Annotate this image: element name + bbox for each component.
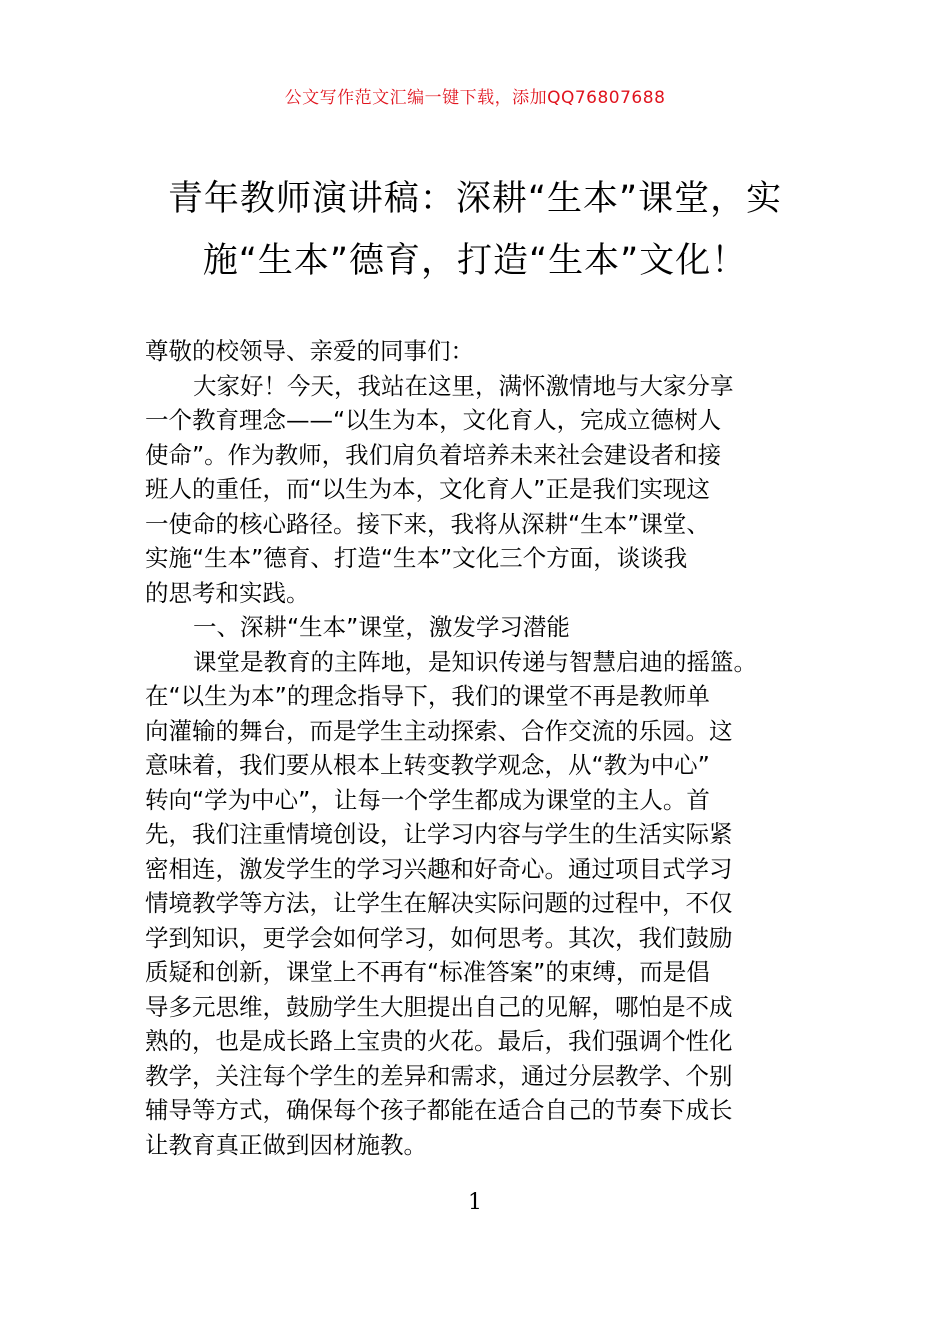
paragraph-line: 在“以生为本”的理念指导下，我们的课堂不再是教师单 bbox=[145, 682, 710, 710]
paragraph-line: 课堂是教育的主阵地，是知识传递与智慧启迪的摇篮。 bbox=[193, 647, 757, 676]
paragraph-line: 让教育真正做到因材施教。 bbox=[145, 1130, 427, 1159]
paragraph-line: 质疑和创新，课堂上不再有“标准答案”的束缚，而是倡 bbox=[145, 958, 710, 986]
paragraph-line: 辅导等方式，确保每个孩子都能在适合自己的节奏下成长 bbox=[145, 1096, 733, 1124]
paragraph-line: 教学，关注每个学生的差异和需求，通过分层教学、个别 bbox=[145, 1061, 733, 1090]
title-line-1: 青年教师演讲稿：深耕“生本”课堂，实 bbox=[167, 179, 783, 219]
paragraph-line: 熟的，也是成长路上宝贵的火花。最后，我们强调个性化 bbox=[145, 1027, 733, 1055]
download-banner: 公文写作范文汇编一键下载，添加QQ76807688 bbox=[284, 88, 666, 108]
paragraph-line: 的思考和实践。 bbox=[145, 578, 310, 607]
paragraph-line: 实施“生本”德育、打造“生本”文化三个方面，谈谈我 bbox=[145, 544, 688, 572]
title-line-2: 施“生本”德育，打造“生本”文化！ bbox=[202, 241, 748, 281]
paragraph-line: 大家好！今天，我站在这里，满怀激情地与大家分享 bbox=[193, 371, 734, 400]
paragraph-line: 学到知识，更学会如何学习，如何思考。其次，我们鼓励 bbox=[145, 923, 733, 952]
paragraph-line: 意味着，我们要从根本上转变教学观念，从“教为中心” bbox=[145, 751, 710, 779]
page-number: 1 bbox=[468, 1190, 482, 1215]
salutation: 尊敬的校领导、亲爱的同事们： bbox=[145, 337, 474, 365]
paragraph-line: 一使命的核心路径。接下来，我将从深耕“生本”课堂、 bbox=[145, 509, 710, 538]
document-body bbox=[145, 334, 815, 1162]
section-heading: 一、深耕“生本”课堂，激发学习潜能 bbox=[193, 613, 570, 641]
paragraph-line: 使命”。作为教师，我们肩负着培养未来社会建设者和接 bbox=[145, 440, 722, 469]
paragraph-line: 转向“学为中心”，让每一个学生都成为课堂的主人。首 bbox=[145, 785, 710, 814]
paragraph-line: 情境教学等方法，让学生在解决实际问题的过程中，不仅 bbox=[145, 889, 733, 917]
paragraph-line: 先，我们注重情境创设，让学习内容与学生的生活实际紧 bbox=[145, 820, 733, 848]
paragraph-line: 一个教育理念——“以生为本，文化育人，完成立德树人 bbox=[145, 406, 722, 434]
paragraph-line: 向灌输的舞台，而是学生主动探索、合作交流的乐园。这 bbox=[145, 716, 733, 745]
document-title bbox=[150, 168, 800, 292]
paragraph-line: 班人的重任，而“以生为本，文化育人”正是我们实现这 bbox=[145, 475, 710, 503]
paragraph-line: 导多元思维，鼓励学生大胆提出自己的见解，哪怕是不成 bbox=[145, 992, 733, 1021]
paragraph-line: 密相连，激发学生的学习兴趣和好奇心。通过项目式学习 bbox=[145, 854, 733, 883]
